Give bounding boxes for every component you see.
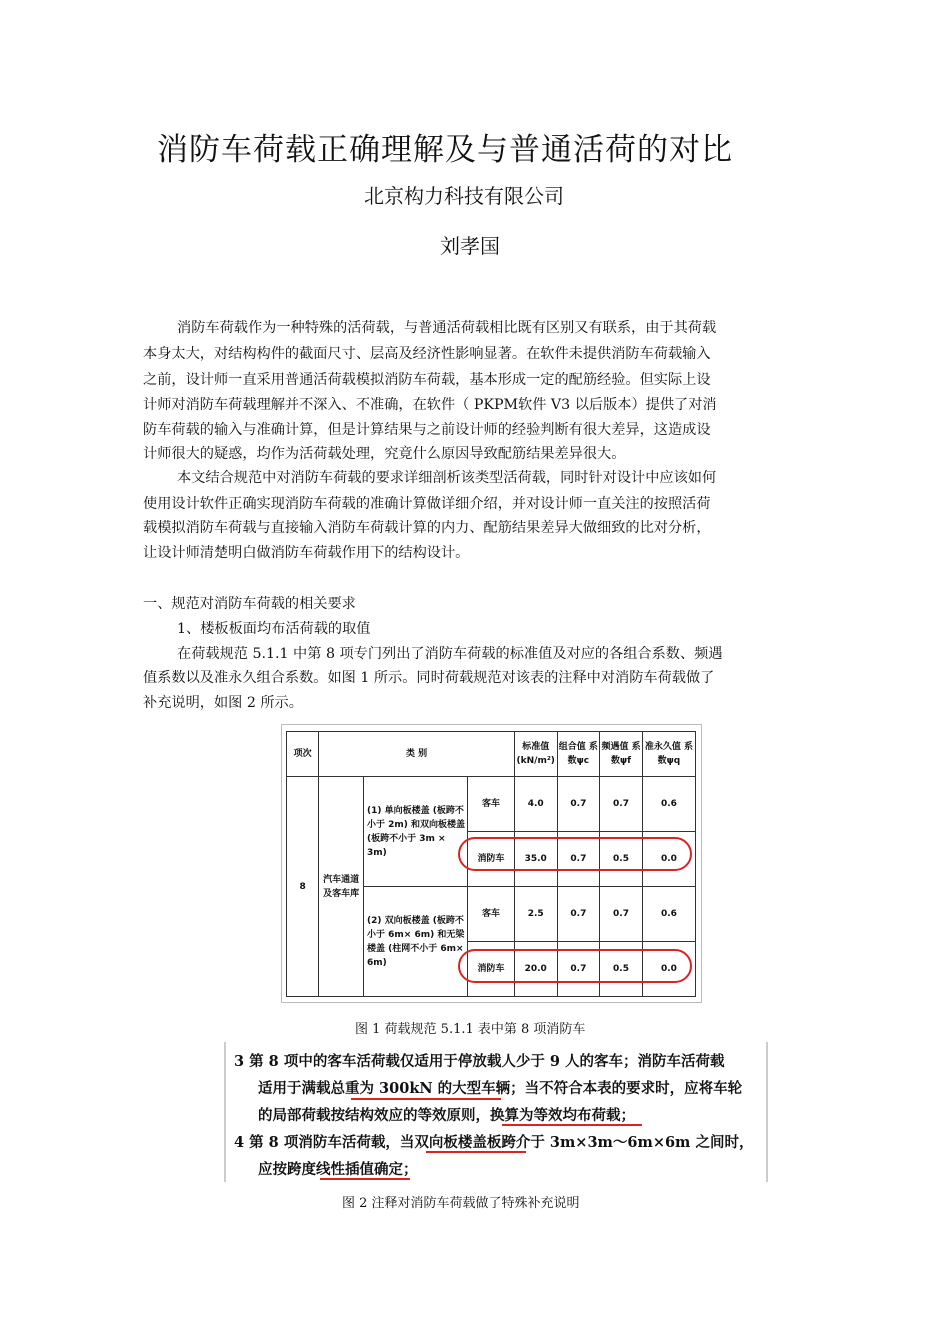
header-item: 项次 [287,732,319,777]
item-number: 8 [287,777,319,997]
combo-value: 0.7 [557,887,600,942]
highlight-underline [426,1151,526,1153]
case-description: (2) 双向板楼盖 (板跨不小于 6m× 6m) 和无梁楼盖 (柱网不小于 6m× 6m) [364,887,468,997]
quasi-value: 0.6 [642,887,695,942]
standard-value: 20.0 [514,942,557,997]
vehicle-type: 客车 [468,777,515,832]
note-line: 的局部荷载按结构效应的等效原则，换算为等效均布荷载； [258,1107,635,1124]
quasi-value: 0.6 [642,777,695,832]
vehicle-type: 客车 [468,887,515,942]
combo-value: 0.7 [557,832,600,887]
note-line: 3 第 8 项中的客车活荷载仅适用于停放载人少于 9 人的客车；消防车活荷载 [234,1053,725,1070]
standard-value: 4.0 [514,777,557,832]
paragraph-line: 使用设计软件正确实现消防车荷载的准确计算做详细介绍，并对设计师一直关注的按照活荷 [143,496,711,512]
figure1-caption: 图 1 荷载规范 5.1.1 表中第 8 项消防车 [355,1022,586,1037]
highlight-underline [320,1178,410,1180]
paragraph-line: 计师对消防车荷载理解并不深入、不准确，在软件（ PKPM软件 V3 以后版本）提供了对消 [143,397,717,413]
vehicle-type: 消防车 [468,832,515,887]
header-combo: 组合值 系数ψc [557,732,600,777]
freq-value: 0.7 [600,777,643,832]
freq-value: 0.5 [600,832,643,887]
case-description: (1) 单向板楼盖 (板跨不小于 2m) 和双向板楼盖 (板跨不小于 3m × 3m) [364,777,468,887]
highlight-underline [502,1124,642,1126]
load-table-figure [281,724,702,1003]
highlight-oval [458,949,692,983]
paragraph-line: 在荷载规范 5.1.1 中第 8 项专门列出了消防车荷载的标准值及对应的各组合系数、频遇 [177,646,723,662]
page-title: 消防车荷载正确理解及与普通活荷的对比 [157,132,733,168]
company-name: 北京构力科技有限公司 [364,184,564,208]
note-line: 适用于满载总重为 300kN 的大型车辆；当不符合本表的要求时，应将车轮 [258,1080,743,1097]
freq-value: 0.5 [600,942,643,997]
paragraph-line: 本文结合规范中对消防车荷载的要求详细剖析该类型活荷载，同时针对设计中应该如何 [177,470,717,486]
quasi-value: 0.0 [642,942,695,997]
header-quasi: 准永久值 系数ψq [642,732,695,777]
quasi-value: 0.0 [642,832,695,887]
freq-value: 0.7 [600,887,643,942]
highlight-underline [351,1098,501,1100]
subsection-heading: 1、楼板板面均布活荷载的取值 [177,621,371,637]
figure2-caption: 图 2 注释对消防车荷载做了特殊补充说明 [342,1196,580,1211]
section-heading: 一、规范对消防车荷载的相关要求 [143,596,356,612]
paragraph-line: 本身太大，对结构构件的截面尺寸、层高及经济性影响显著。在软件未提供消防车荷载输入 [143,346,711,362]
paragraph-line: 之前，设计师一直采用普通活荷载模拟消防车荷载，基本形成一定的配筋经验。但实际上设 [143,372,711,388]
group-label: 汽车通道及客车库 [319,777,364,997]
paragraph-line: 计师很大的疑惑，均作为活荷载处理，究竟什么原因导致配筋结果差异很大。 [143,446,626,462]
standard-value: 2.5 [514,887,557,942]
standard-value: 35.0 [514,832,557,887]
notes-figure [224,1042,768,1182]
author-name: 刘孝国 [440,234,500,258]
header-category: 类 别 [319,732,515,777]
note-line: 应按跨度线性插值确定； [258,1161,418,1178]
header-standard: 标准值 (kN/m²) [514,732,557,777]
paragraph-line: 让设计师清楚明白做消防车荷载作用下的结构设计。 [143,545,470,561]
combo-value: 0.7 [557,942,600,997]
header-freq: 频遇值 系数ψf [600,732,643,777]
paragraph-line: 值系数以及准永久组合系数。如图 1 所示。同时荷载规范对该表的注释中对消防车荷载做了 [143,670,715,686]
vehicle-type: 消防车 [468,942,515,997]
note-line: 4 第 8 项消防车活荷载，当双向板楼盖板跨介于 3m×3m～6m×6m 之间时， [234,1134,754,1151]
paragraph-line: 补充说明，如图 2 所示。 [143,695,303,711]
paragraph-line: 载模拟消防车荷载与直接输入消防车荷载计算的内力、配筋结果差异大做细致的比对分析， [143,520,711,536]
paragraph-line: 防车荷载的输入与准确计算，但是计算结果与之前设计师的经验判断有很大差异，这造成设 [143,422,711,438]
combo-value: 0.7 [557,777,600,832]
paragraph-line: 消防车荷载作为一种特殊的活荷载，与普通活荷载相比既有区别又有联系，由于其荷载 [177,320,717,336]
highlight-oval [458,837,692,871]
